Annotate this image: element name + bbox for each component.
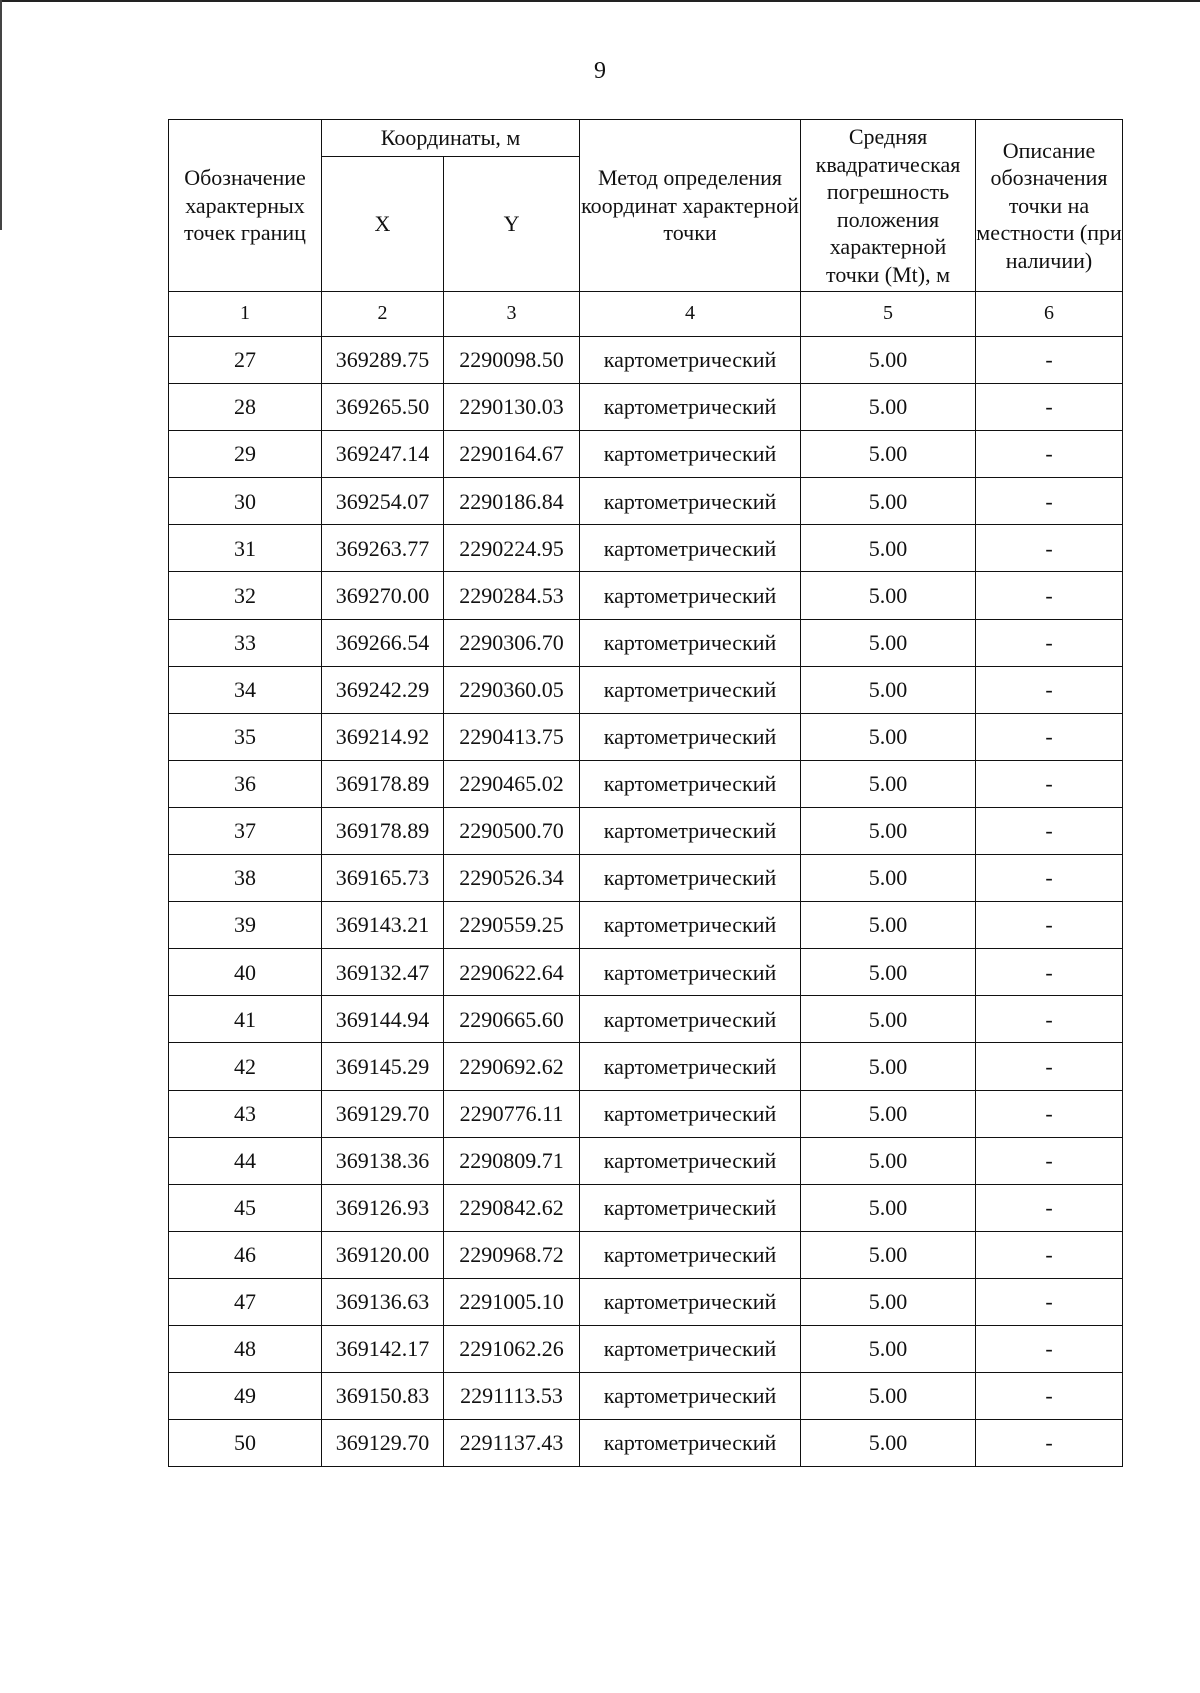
column-number: 1 [169,292,322,337]
point-number-cell: 47 [169,1278,322,1325]
point-number-cell: 43 [169,1090,322,1137]
y-coordinate-cell: 2290413.75 [444,713,580,760]
y-coordinate-cell: 2291062.26 [444,1325,580,1372]
point-number-cell: 28 [169,384,322,431]
table-row [169,1420,1123,1467]
description-cell: - [976,713,1123,760]
error-cell: 5.00 [801,855,976,902]
description-cell: - [976,1184,1123,1231]
x-coordinate-cell: 369142.17 [322,1325,444,1372]
description-cell: - [976,572,1123,619]
error-cell: 5.00 [801,337,976,384]
column-numbers-row [169,292,1123,337]
point-number-cell: 49 [169,1373,322,1420]
x-coordinate-cell: 369178.89 [322,807,444,854]
method-cell: картометрический [580,619,801,666]
y-coordinate-cell: 2290809.71 [444,1137,580,1184]
coordinates-table [168,119,1123,1467]
method-cell: картометрический [580,431,801,478]
y-coordinate-cell: 2290186.84 [444,478,580,525]
x-coordinate-cell: 369214.92 [322,713,444,760]
y-coordinate-cell: 2290130.03 [444,384,580,431]
error-cell: 5.00 [801,760,976,807]
error-cell: 5.00 [801,1231,976,1278]
x-coordinate-cell: 369120.00 [322,1231,444,1278]
header-point: Обозначение характерных точек границ [169,120,322,292]
point-number-cell: 41 [169,996,322,1043]
x-coordinate-cell: 369132.47 [322,949,444,996]
y-coordinate-cell: 2290692.62 [444,1043,580,1090]
error-cell: 5.00 [801,1184,976,1231]
table-row [169,478,1123,525]
method-cell: картометрический [580,1373,801,1420]
y-coordinate-cell: 2290622.64 [444,949,580,996]
method-cell: картометрический [580,1184,801,1231]
x-coordinate-cell: 369129.70 [322,1420,444,1467]
error-cell: 5.00 [801,619,976,666]
header-y: Y [444,157,580,292]
y-coordinate-cell: 2290500.70 [444,807,580,854]
header-method: Метод определения координат характерной точки [580,120,801,292]
error-cell: 5.00 [801,713,976,760]
x-coordinate-cell: 369270.00 [322,572,444,619]
point-number-cell: 45 [169,1184,322,1231]
point-number-cell: 29 [169,431,322,478]
error-cell: 5.00 [801,807,976,854]
header-error: Средняя квадратическая погрешность положения характерной точки (Mt), м [801,120,976,292]
description-cell: - [976,1278,1123,1325]
table-row [169,949,1123,996]
y-coordinate-cell: 2290465.02 [444,760,580,807]
x-coordinate-cell: 369247.14 [322,431,444,478]
method-cell: картометрический [580,384,801,431]
point-number-cell: 36 [169,760,322,807]
method-cell: картометрический [580,525,801,572]
header-coords: Координаты, м [322,120,580,157]
point-number-cell: 34 [169,666,322,713]
table-row [169,1043,1123,1090]
error-cell: 5.00 [801,996,976,1043]
point-number-cell: 33 [169,619,322,666]
y-coordinate-cell: 2290224.95 [444,525,580,572]
x-coordinate-cell: 369165.73 [322,855,444,902]
error-cell: 5.00 [801,1278,976,1325]
method-cell: картометрический [580,760,801,807]
y-coordinate-cell: 2290968.72 [444,1231,580,1278]
description-cell: - [976,1231,1123,1278]
x-coordinate-cell: 369242.29 [322,666,444,713]
column-number: 3 [444,292,580,337]
method-cell: картометрический [580,1325,801,1372]
table-row [169,1184,1123,1231]
table-row [169,760,1123,807]
scan-edge-top [0,0,1200,2]
error-cell: 5.00 [801,1373,976,1420]
error-cell: 5.00 [801,384,976,431]
point-number-cell: 46 [169,1231,322,1278]
description-cell: - [976,949,1123,996]
x-coordinate-cell: 369263.77 [322,525,444,572]
point-number-cell: 50 [169,1420,322,1467]
method-cell: картометрический [580,1137,801,1184]
description-cell: - [976,855,1123,902]
y-coordinate-cell: 2290665.60 [444,996,580,1043]
point-number-cell: 37 [169,807,322,854]
point-number-cell: 44 [169,1137,322,1184]
y-coordinate-cell: 2290164.67 [444,431,580,478]
error-cell: 5.00 [801,1325,976,1372]
table-row [169,855,1123,902]
method-cell: картометрический [580,478,801,525]
method-cell: картометрический [580,996,801,1043]
description-cell: - [976,902,1123,949]
scan-edge-left [0,0,2,230]
description-cell: - [976,1373,1123,1420]
column-number: 5 [801,292,976,337]
table-row [169,384,1123,431]
y-coordinate-cell: 2290360.05 [444,666,580,713]
y-coordinate-cell: 2290559.25 [444,902,580,949]
x-coordinate-cell: 369126.93 [322,1184,444,1231]
y-coordinate-cell: 2291137.43 [444,1420,580,1467]
table-row [169,1231,1123,1278]
method-cell: картометрический [580,807,801,854]
table-row [169,1137,1123,1184]
x-coordinate-cell: 369143.21 [322,902,444,949]
error-cell: 5.00 [801,1137,976,1184]
x-coordinate-cell: 369266.54 [322,619,444,666]
page-number: 9 [594,58,606,84]
method-cell: картометрический [580,855,801,902]
x-coordinate-cell: 369254.07 [322,478,444,525]
y-coordinate-cell: 2290284.53 [444,572,580,619]
y-coordinate-cell: 2290098.50 [444,337,580,384]
table-row [169,572,1123,619]
table-row [169,431,1123,478]
description-cell: - [976,760,1123,807]
table-row [169,996,1123,1043]
error-cell: 5.00 [801,431,976,478]
x-coordinate-cell: 369129.70 [322,1090,444,1137]
error-cell: 5.00 [801,525,976,572]
table-row [169,666,1123,713]
description-cell: - [976,431,1123,478]
error-cell: 5.00 [801,1090,976,1137]
y-coordinate-cell: 2290526.34 [444,855,580,902]
header-x: X [322,157,444,292]
table-row [169,713,1123,760]
description-cell: - [976,525,1123,572]
description-cell: - [976,1043,1123,1090]
error-cell: 5.00 [801,478,976,525]
y-coordinate-cell: 2290842.62 [444,1184,580,1231]
description-cell: - [976,1420,1123,1467]
description-cell: - [976,1325,1123,1372]
table-row [169,1278,1123,1325]
method-cell: картометрический [580,666,801,713]
method-cell: картометрический [580,949,801,996]
point-number-cell: 32 [169,572,322,619]
point-number-cell: 39 [169,902,322,949]
table-row [169,525,1123,572]
table-row [169,619,1123,666]
table-row [169,337,1123,384]
x-coordinate-cell: 369178.89 [322,760,444,807]
method-cell: картометрический [580,902,801,949]
point-number-cell: 27 [169,337,322,384]
table-body [169,337,1123,1467]
y-coordinate-cell: 2290776.11 [444,1090,580,1137]
table-row [169,1090,1123,1137]
x-coordinate-cell: 369289.75 [322,337,444,384]
header-description: Описание обозначения точки на местности (при наличии) [976,120,1123,292]
point-number-cell: 38 [169,855,322,902]
error-cell: 5.00 [801,1043,976,1090]
column-number: 2 [322,292,444,337]
point-number-cell: 48 [169,1325,322,1372]
point-number-cell: 30 [169,478,322,525]
x-coordinate-cell: 369265.50 [322,384,444,431]
point-number-cell: 31 [169,525,322,572]
description-cell: - [976,996,1123,1043]
method-cell: картометрический [580,1231,801,1278]
point-number-cell: 42 [169,1043,322,1090]
table-row [169,1325,1123,1372]
error-cell: 5.00 [801,1420,976,1467]
error-cell: 5.00 [801,949,976,996]
x-coordinate-cell: 369138.36 [322,1137,444,1184]
method-cell: картометрический [580,713,801,760]
description-cell: - [976,384,1123,431]
table-row [169,1373,1123,1420]
point-number-cell: 35 [169,713,322,760]
method-cell: картометрический [580,1420,801,1467]
table-row [169,807,1123,854]
error-cell: 5.00 [801,666,976,713]
error-cell: 5.00 [801,902,976,949]
description-cell: - [976,619,1123,666]
method-cell: картометрический [580,1278,801,1325]
x-coordinate-cell: 369145.29 [322,1043,444,1090]
column-number: 4 [580,292,801,337]
x-coordinate-cell: 369150.83 [322,1373,444,1420]
error-cell: 5.00 [801,572,976,619]
column-number: 6 [976,292,1123,337]
x-coordinate-cell: 369136.63 [322,1278,444,1325]
method-cell: картометрический [580,572,801,619]
method-cell: картометрический [580,1090,801,1137]
y-coordinate-cell: 2290306.70 [444,619,580,666]
point-number-cell: 40 [169,949,322,996]
y-coordinate-cell: 2291113.53 [444,1373,580,1420]
table-row [169,902,1123,949]
x-coordinate-cell: 369144.94 [322,996,444,1043]
description-cell: - [976,807,1123,854]
description-cell: - [976,666,1123,713]
description-cell: - [976,1137,1123,1184]
y-coordinate-cell: 2291005.10 [444,1278,580,1325]
description-cell: - [976,1090,1123,1137]
description-cell: - [976,337,1123,384]
method-cell: картометрический [580,1043,801,1090]
description-cell: - [976,478,1123,525]
method-cell: картометрический [580,337,801,384]
